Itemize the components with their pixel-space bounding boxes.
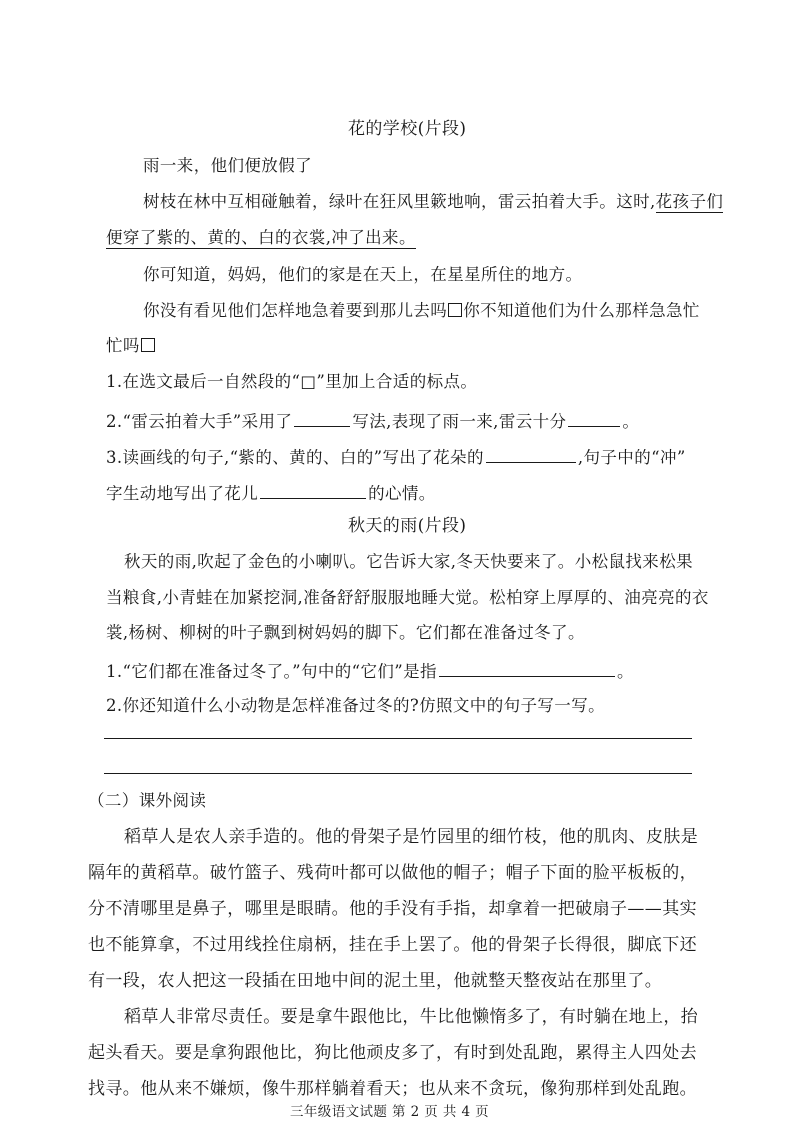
paragraph: [143, 300, 700, 322]
punctuation-box: [448, 303, 462, 317]
question-text: 。: [622, 412, 640, 431]
paragraph: [106, 227, 416, 249]
paragraph: 当粮食,小青蛙在加紧挖洞,准备舒舒服服地睡大觉。松柏穿上厚厚的、油亮亮的衣: [106, 588, 709, 607]
paragraph: 稻草人非常尽责任。要是拿牛跟他比，牛比他懒惰多了，有时躺在地上，抬: [124, 1007, 699, 1027]
answer-blank[interactable]: [439, 658, 615, 677]
section-heading: （二）课外阅读: [88, 791, 207, 810]
writing-line[interactable]: [104, 738, 692, 739]
question-text: 2.“雷云拍着大手”采用了: [106, 412, 293, 431]
passage-title: 花的学校(片段): [348, 119, 467, 139]
question-text: 写法,表现了雨一来,雷云十分: [352, 412, 567, 431]
question-text: 。: [616, 662, 634, 681]
paragraph: 隔年的黄稻草。破竹篮子、残荷叶都可以做他的帽子；帽子下面的脸平板板的，: [88, 863, 697, 883]
paragraph: 稻草人是农人亲手造的。他的骨架子是竹园里的细竹枝，他的肌肉、皮肤是: [124, 827, 699, 847]
question: [106, 658, 634, 683]
paragraph-text: 忙吗: [106, 336, 140, 355]
writing-line[interactable]: [104, 773, 692, 774]
question: [106, 408, 639, 433]
paragraph: [106, 335, 156, 357]
question-text: 的心情。: [368, 484, 436, 503]
paragraph: 找寻。他从来不嫌烦，像牛那样躺着看天；也从来不贪玩，像狗那样到处乱跑。: [88, 1079, 697, 1099]
question: 1.在选文最后一自然段的“□”里加上合适的标点。: [106, 372, 478, 391]
question-text: ,句子中的“冲”: [577, 448, 686, 467]
punctuation-box: [141, 338, 155, 352]
answer-blank[interactable]: [260, 480, 366, 499]
question: [106, 444, 686, 469]
answer-blank[interactable]: [294, 408, 350, 427]
paragraph: 分不清哪里是鼻子，哪里是眼睛。他的手没有手指，却拿着一把破扇子——其实: [88, 899, 697, 919]
paragraph: 也不能算拿，不过用线拴住扇柄，挂在手上罢了。他的骨架子长得很，脚底下还: [88, 935, 697, 955]
underlined-sentence: 花孩子们: [655, 192, 724, 211]
paragraph-text: 你没有看见他们怎样地急着要到那儿去吗: [143, 301, 448, 320]
question-text: 3.读画线的句子,“紫的、黄的、白的”写出了花朵的: [106, 448, 484, 467]
answer-blank[interactable]: [486, 444, 576, 463]
paragraph: 有一段，农人把这一段插在田地中间的泥土里，他就整天整夜站在那里了。: [88, 971, 663, 991]
paragraph: 裳,杨树、柳树的叶子飘到树妈妈的脚下。它们都在准备过冬了。: [106, 623, 585, 642]
paragraph: [143, 191, 723, 213]
question: [106, 480, 436, 505]
underlined-sentence: 便穿了紫的、黄的、白的衣裳,冲了出来。: [106, 228, 416, 247]
question: 2.你还知道什么小动物是怎样准备过冬的?仿照文中的句子写一写。: [106, 696, 605, 715]
answer-blank[interactable]: [568, 408, 620, 427]
question-text: 字生动地写出了花儿: [106, 484, 259, 503]
paragraph-text: 你不知道他们为什么那样急急忙: [463, 301, 700, 320]
question-text: 1.“它们都在准备过冬了。”句中的“它们”是指: [106, 662, 437, 681]
passage-title: 秋天的雨(片段): [348, 516, 467, 536]
paragraph-text: 树枝在林中互相碰触着，绿叶在狂风里簌地响，雷云拍着大手。这时,: [143, 192, 656, 211]
paragraph: 起头看天。要是拿狗跟他比，狗比他顽皮多了，有时到处乱跑，累得主人四处去: [88, 1043, 697, 1063]
paragraph: 雨一来，他们便放假了: [143, 156, 312, 175]
paragraph: 你可知道，妈妈，他们的家是在天上，在星星所住的地方。: [143, 265, 583, 284]
page-footer: 三年级语文试题 第 2 页 共 4 页: [290, 1104, 490, 1120]
paragraph: 秋天的雨,吹起了金色的小喇叭。它告诉大家,冬天快要来了。小松鼠找来松果: [124, 552, 693, 571]
